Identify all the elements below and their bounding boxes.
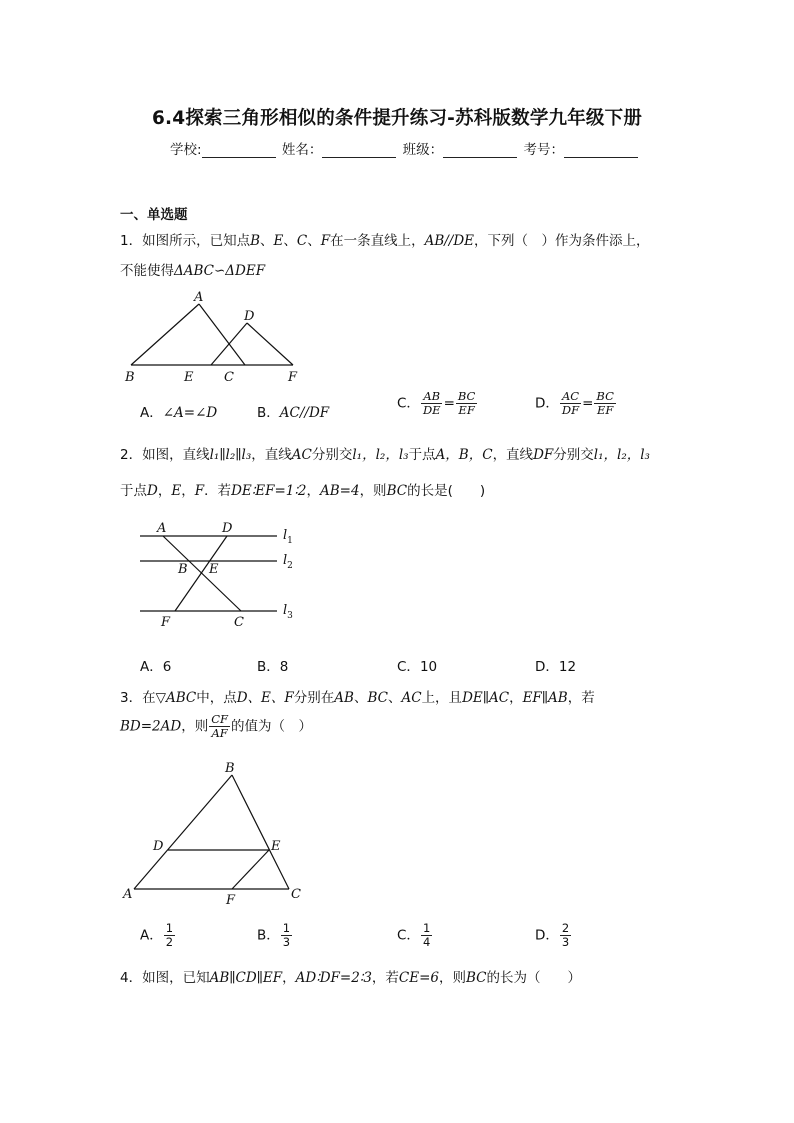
fraction-numerator: AC <box>561 389 580 403</box>
q1-text: ，下列（ ）作为条件添上， <box>474 233 650 249</box>
q1-label-d: D <box>244 309 255 324</box>
option-label: D． <box>535 927 559 944</box>
q1-segment-ab <box>131 304 199 365</box>
q1-option-c[interactable] <box>397 390 478 417</box>
q3-sep: 、 <box>387 690 402 706</box>
fraction-numerator: 2 <box>561 921 570 935</box>
q1-stem-line2 <box>120 259 265 279</box>
q1-label-a: A <box>194 290 204 305</box>
option-text: AC//DF <box>279 405 330 421</box>
student-info-line <box>170 138 640 158</box>
school-blank[interactable] <box>202 143 276 158</box>
q3-segment-ef <box>232 850 269 889</box>
fraction <box>421 390 443 417</box>
q2-label-a: A <box>157 521 167 536</box>
q1-label-c: C <box>224 370 234 385</box>
q3-sep: 、 <box>353 690 368 706</box>
q1-number: 1． <box>120 233 143 249</box>
fraction-numerator: BC <box>457 389 476 403</box>
q1-segment-df <box>247 323 293 365</box>
q3-label-c: C <box>291 887 301 902</box>
option-label: D． <box>535 659 559 675</box>
fraction <box>560 922 571 949</box>
q3-stem-line1 <box>120 686 595 706</box>
exam-no-blank[interactable] <box>564 143 638 158</box>
option-text: 12 <box>558 659 577 675</box>
q1-condition: AB//DE <box>424 233 475 249</box>
q2-line-ac: AC <box>291 447 312 463</box>
option-label: C． <box>397 927 420 944</box>
q2-text: 于点 <box>408 447 436 463</box>
q1-text: 如图所示，已知点 <box>142 233 251 249</box>
q2-ab: AB=4 <box>319 483 360 499</box>
q2-label-b: B <box>178 562 188 577</box>
q4-text: ，则 <box>439 970 466 986</box>
equals-sign: = <box>443 395 455 412</box>
option-label: B． <box>257 927 280 944</box>
q2-figure <box>130 515 310 635</box>
fraction <box>594 390 615 417</box>
q1-sep: 、 <box>283 233 297 249</box>
q3-label-e: E <box>271 839 281 854</box>
fraction-numerator: 1 <box>422 921 431 935</box>
q3-figure <box>115 758 315 908</box>
fraction <box>456 390 477 417</box>
q1-label-e: E <box>184 370 194 385</box>
q3-text: 的值为（ ） <box>231 718 312 735</box>
fraction-numerator: CF <box>211 712 228 726</box>
q3-parallel: EF∥AB <box>522 690 568 706</box>
option-label: A． <box>140 405 163 421</box>
q3-number: 3． <box>120 690 143 706</box>
fraction-denominator: EF <box>596 403 614 418</box>
q3-condition: BD=2AD <box>120 718 182 735</box>
q3-option-d[interactable] <box>535 922 572 949</box>
q3-side-ab <box>134 775 232 889</box>
q3-text: 在 <box>142 690 156 706</box>
q2-line-df: DF <box>533 447 554 463</box>
q4-text: ， <box>282 970 296 986</box>
q2-option-c[interactable] <box>397 655 437 675</box>
fraction-denominator: DE <box>422 403 441 418</box>
q3-label-d: D <box>153 839 164 854</box>
q3-side: BC <box>367 690 388 706</box>
q2-text: 分别交 <box>553 447 594 463</box>
exam-no-label: 考号： <box>523 142 564 158</box>
q3-text: 上，且 <box>421 690 463 706</box>
q1-sep: 、 <box>260 233 274 249</box>
q3-label-a: A <box>123 887 133 902</box>
q2-label-l2: $l_2$ <box>283 553 293 571</box>
q2-label-d: D <box>222 521 233 536</box>
q2-text: ，直线 <box>251 447 292 463</box>
q4-number: 4． <box>120 970 143 986</box>
q3-side: AC <box>401 690 422 706</box>
q2-option-d[interactable] <box>535 655 576 675</box>
name-label: 姓名： <box>281 142 323 158</box>
q2-point: E <box>171 483 182 499</box>
q1-point: B <box>250 233 261 249</box>
fraction <box>421 922 432 949</box>
q2-option-b[interactable] <box>257 655 288 675</box>
q2-sep: ， <box>157 483 172 499</box>
q3-stem-line2 <box>120 713 312 740</box>
option-label: C． <box>397 395 420 412</box>
q2-number: 2． <box>120 447 143 463</box>
section-heading: 一、单选题 <box>120 207 188 223</box>
q1-point: F <box>320 233 331 249</box>
q2-parallel-lines: l₁∥l₂∥l₃ <box>209 447 252 463</box>
q2-label-l1: $l_1$ <box>283 528 293 546</box>
q1-stem-line1 <box>120 229 650 249</box>
q1-sep: 、 <box>307 233 321 249</box>
class-label: 班级： <box>402 142 444 158</box>
q2-bc: BC <box>386 483 408 499</box>
q4-text: ，若 <box>371 970 399 986</box>
fraction-denominator: 2 <box>165 935 174 950</box>
q1-point: C <box>296 233 308 249</box>
q3-label-f: F <box>226 893 236 908</box>
q2-stem-line1 <box>120 443 650 463</box>
q1-option-a[interactable] <box>140 401 217 421</box>
equals-sign: = <box>582 395 594 412</box>
option-label: B． <box>257 659 280 675</box>
q3-text: 中，点 <box>196 690 237 706</box>
fraction-denominator: DF <box>561 403 580 418</box>
q2-points: A，B，C <box>435 447 493 463</box>
q2-lines-ref: l₁，l₂，l₃ <box>352 447 409 463</box>
q2-label-c: C <box>234 615 244 630</box>
q3-text: ，则 <box>181 718 209 735</box>
q3-option-b[interactable] <box>257 922 293 949</box>
option-text: 8 <box>279 659 289 675</box>
q2-label-l3: $l_3$ <box>283 603 293 621</box>
fraction-denominator: 3 <box>282 935 291 950</box>
fraction-numerator: 1 <box>165 921 174 935</box>
q3-option-a[interactable] <box>140 922 176 949</box>
q2-text: ，直线 <box>492 447 534 463</box>
option-label: C． <box>397 659 420 675</box>
fraction <box>164 922 175 949</box>
option-label: D． <box>535 395 559 412</box>
q4-parallel: AB∥CD∥EF <box>209 970 283 986</box>
fraction-numerator: BC <box>596 389 614 403</box>
fraction <box>560 390 581 417</box>
q4-text: 的长为（ ） <box>486 970 582 986</box>
q3-option-c[interactable] <box>397 922 433 949</box>
fraction <box>281 922 292 949</box>
q1-segment-ac <box>199 304 245 365</box>
fraction-denominator: 4 <box>422 935 431 950</box>
option-text: ∠A=∠D <box>162 405 218 421</box>
q2-option-a[interactable] <box>140 655 171 675</box>
class-blank[interactable] <box>443 143 517 158</box>
q1-option-d[interactable] <box>535 390 617 417</box>
option-label: B． <box>257 405 280 421</box>
option-label: A． <box>140 659 163 675</box>
q1-similarity: ΔABC∽ΔDEF <box>174 263 266 279</box>
q3-parallel: DE∥AC <box>462 690 510 706</box>
fraction-denominator: AF <box>211 726 228 741</box>
q3-triangle: ▽ABC <box>155 690 197 706</box>
name-blank[interactable] <box>322 143 396 158</box>
q1-text: 不能使得 <box>120 263 174 279</box>
option-text: 10 <box>419 659 438 675</box>
q2-text: 于点 <box>120 483 147 499</box>
q1-point: E <box>273 233 284 249</box>
q2-line-ac <box>163 536 241 611</box>
q2-text: ．若 <box>204 483 232 499</box>
option-label: A． <box>140 927 163 944</box>
fraction-denominator: EF <box>458 403 475 418</box>
q2-stem-line2 <box>120 479 485 499</box>
q3-sep: ， <box>509 690 523 706</box>
fraction-denominator: 3 <box>561 935 570 950</box>
q2-text: ， <box>306 483 320 499</box>
q4-ce: CE=6 <box>398 970 439 986</box>
q2-text: 分别交 <box>311 447 353 463</box>
page-title: 6.4探索三角形相似的条件提升练习-苏科版数学九年级下册 <box>151 108 643 129</box>
q4-text: 如图，已知 <box>142 970 210 986</box>
q2-text: 的长是( ) <box>407 483 486 499</box>
q3-side-bc <box>232 775 289 889</box>
q4-bc: BC <box>466 970 487 986</box>
q3-fraction <box>209 713 230 740</box>
q2-ratio: DE∶EF=1∶2 <box>231 483 307 499</box>
q3-points: D、E、F <box>236 690 294 706</box>
q1-segment-de <box>211 323 247 365</box>
q4-ratio: AD∶DF=2∶3 <box>295 970 372 986</box>
q2-text: 如图，直线 <box>142 447 210 463</box>
q2-label-f: F <box>161 615 171 630</box>
q1-label-f: F <box>288 370 298 385</box>
fraction-numerator: AB <box>423 389 441 403</box>
q1-text: 在一条直线上， <box>330 233 425 249</box>
q2-text: ，则 <box>359 483 387 499</box>
q2-sep: ， <box>181 483 195 499</box>
school-label: 学校: <box>170 142 202 158</box>
q2-label-e: E <box>209 562 219 577</box>
q1-label-b: B <box>125 370 135 385</box>
q3-side: AB <box>334 690 354 706</box>
q2-lines-ref: l₁，l₂，l₃ <box>593 447 650 463</box>
q1-figure <box>120 286 310 386</box>
q4-stem-line1 <box>120 966 581 986</box>
q2-point: D <box>147 483 158 499</box>
fraction-numerator: 1 <box>282 921 291 935</box>
q3-label-b: B <box>225 761 235 776</box>
q3-text: ，若 <box>567 690 595 706</box>
q1-option-b[interactable] <box>257 401 329 421</box>
q3-text: 分别在 <box>293 690 335 706</box>
option-text: 6 <box>162 659 172 675</box>
q2-point: F <box>194 483 205 499</box>
